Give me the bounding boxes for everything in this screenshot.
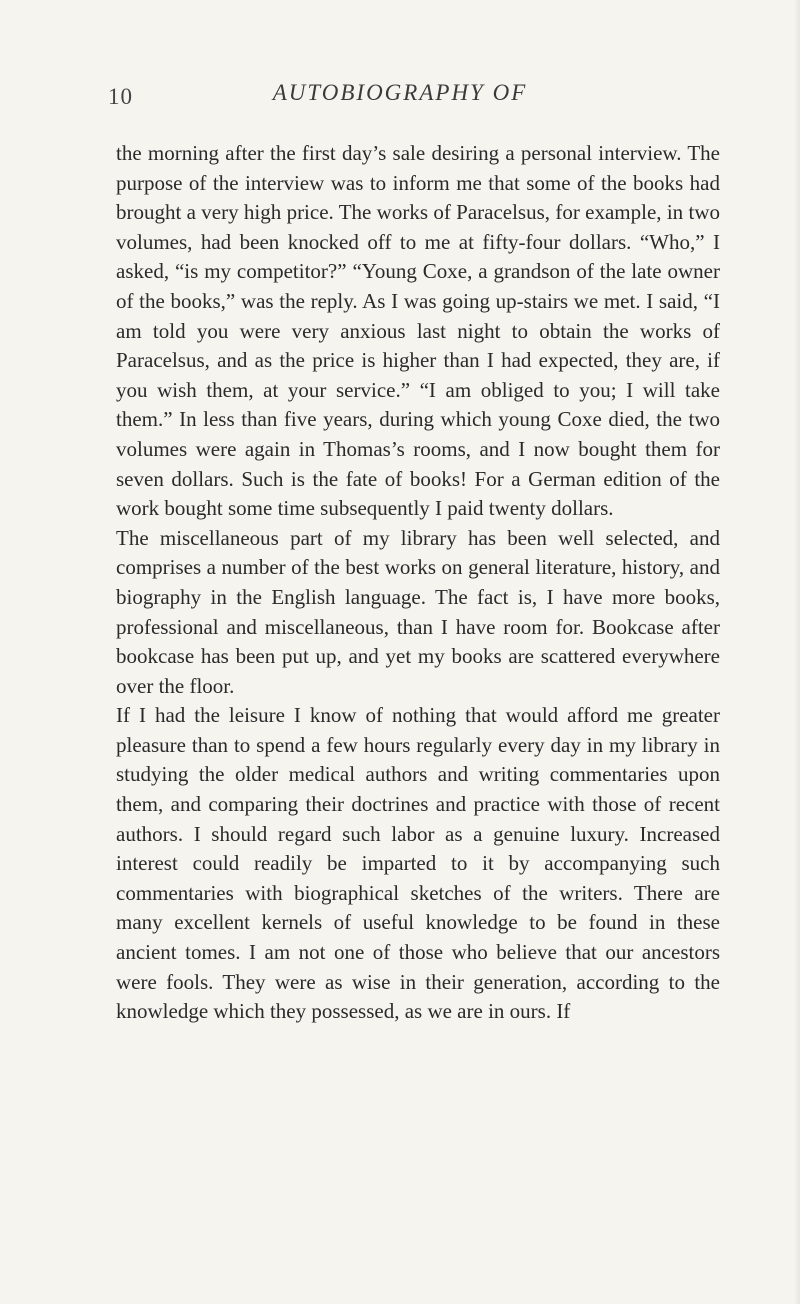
- paragraph-3: If I had the leisure I know of nothing that would afford me greater pleasure than to spend a few hours regularly every day in my library in studying the older medical authors and writing commentaries upon them, and comparing their doctrines and practice with those of recent authors. I should regard such labor as a genuine luxury. Increased interest could readily be imparted to it by accompanying such commentaries with biographical sketches of the writers. There are many excellent kernels of useful knowledge to be found in these ancient tomes. I am not one of those who believe that our ancestors were fools. They were as wise in their generation, according to the knowledge which they possessed, as we are in ours. If: [116, 703, 720, 1024]
- running-head: AUTOBIOGRAPHY OF: [272, 80, 528, 105]
- paragraph-1: the morning after the first day’s sale desiring a personal interview. The purpose of the interview was to inform me that some of the books had brought a very high price. The works of Paracelsus, for example, in two volumes, had been knocked off to me at fifty-four dollars. “Who,” I asked, “is my competitor?” “Young Coxe, a grandson of the late owner of the books,” was the reply. As I was going up-stairs we met. I said, “I am told you were very anxious last night to obtain the works of Paracelsus, and as the price is higher than I had expected, they are, if you wish them, at your service.” “I am obliged to you; I will take them.” In less than five years, during which young Coxe died, the two volumes were again in Thomas’s rooms, and I now bought them for seven dollars. Such is the fate of books! For a German edition of the work bought some time subsequently I paid twenty dollars.: [116, 141, 720, 521]
- page-number: 10: [108, 84, 133, 109]
- paragraph-2: The miscellaneous part of my library has been well selected, and comprises a number of the best works on general literature, history, and biography in the English language. The fact is, I have more books, professional and miscellaneous, than I have room for. Bookcase after bookcase has been put up, and yet my books are scattered everywhere over the floor.: [116, 525, 720, 698]
- page-edge: [794, 0, 800, 1304]
- body-text: [116, 139, 720, 1027]
